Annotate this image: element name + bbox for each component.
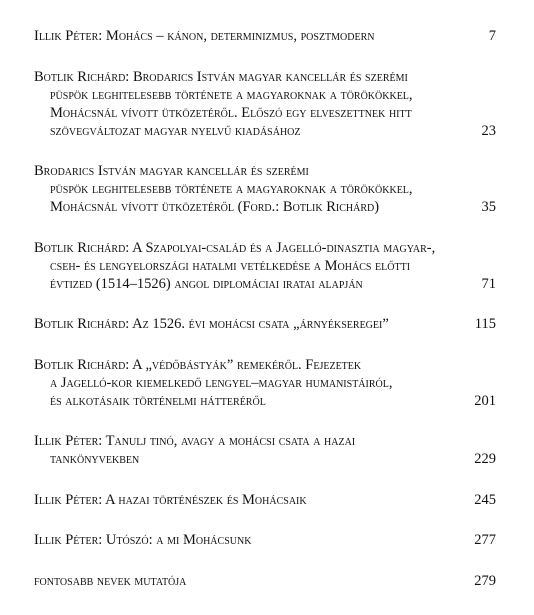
toc-entry-line: tankönyvekben <box>50 451 140 467</box>
toc-entry-line: püspök leghitelesebb története a magyaroknak a törökökkel, <box>50 86 413 103</box>
toc-entry <box>34 27 496 45</box>
toc-page-number: 71 <box>481 275 496 292</box>
toc-page-number: 279 <box>474 572 496 589</box>
toc-entry <box>34 432 496 468</box>
toc-page-number: 35 <box>481 199 496 215</box>
toc-entry <box>34 356 496 410</box>
toc-entry <box>34 239 496 293</box>
toc-entry <box>34 68 496 140</box>
toc-page-number: 23 <box>481 122 496 139</box>
toc-page-number: 245 <box>474 491 496 508</box>
toc-entry-line: Illik Péter: Tanulj tinó, avagy a mohácsi csata a hazai <box>34 433 356 449</box>
toc-entry-line: Botlik Richárd: A „védőbástyák” remekéről. Fejezetek <box>34 356 362 373</box>
toc-page-number: 201 <box>474 392 496 409</box>
toc-entry <box>34 491 496 509</box>
toc-entry-line: Illik Péter: Mohács – kánon, determinizmus, posztmodern <box>34 28 375 44</box>
toc-entry-line: Botlik Richárd: A Szapolyai-család és a Jagelló-dinasztia magyar-, <box>34 239 436 256</box>
toc-page-number: 229 <box>474 451 496 467</box>
toc-entry-line: cseh- és lengyelországi hatalmi vetélkedése a Mohács előtti <box>50 257 411 274</box>
toc-entry-line: Mohácsnál vívott ütközetéről. Előszó egy elveszettnek hitt <box>50 104 412 121</box>
toc-entry-line: és alkotásaik történelmi hátteréről <box>50 392 266 409</box>
toc-entry-line: Brodarics István magyar kancellár és szerémi <box>34 163 309 179</box>
toc-entry-line: püspök leghitelesebb története a magyaroknak a törökökkel, <box>50 181 413 197</box>
toc-entry-line: évtized (1514–1526) angol diplomáciai iratai alapján <box>50 275 363 292</box>
toc-entry-line: szövegváltozat magyar nyelvű kiadásához <box>50 122 301 139</box>
toc-entry-line: Mohácsnál vívott ütközetéről (Ford.: Botlik Richárd) <box>50 199 380 215</box>
toc-entry-line: Illik Péter: Utószó: a mi Mohácsunk <box>34 532 252 548</box>
toc-entry-line: Botlik Richárd: Az 1526. évi mohácsi csata „árnyékseregei” <box>34 316 389 332</box>
toc-page-number: 7 <box>488 28 496 44</box>
toc-page-number: 277 <box>474 532 496 548</box>
toc-entry <box>34 315 496 333</box>
toc-entry-line: a Jagelló-kor kiemelkedő lengyel–magyar humanistáiról, <box>50 374 393 391</box>
toc-entry-line: Illik Péter: A hazai történészek és Mohácsaik <box>34 491 307 508</box>
toc-entry <box>34 531 496 549</box>
toc-entry-line: Botlik Richárd: Brodarics István magyar kancellár és szerémi <box>34 68 408 85</box>
toc-page-number: 115 <box>474 316 496 332</box>
toc-entry <box>34 572 496 590</box>
toc-entry-line: fontosabb nevek mutatója <box>34 572 187 589</box>
table-of-contents <box>34 27 496 590</box>
toc-entry <box>34 162 496 216</box>
